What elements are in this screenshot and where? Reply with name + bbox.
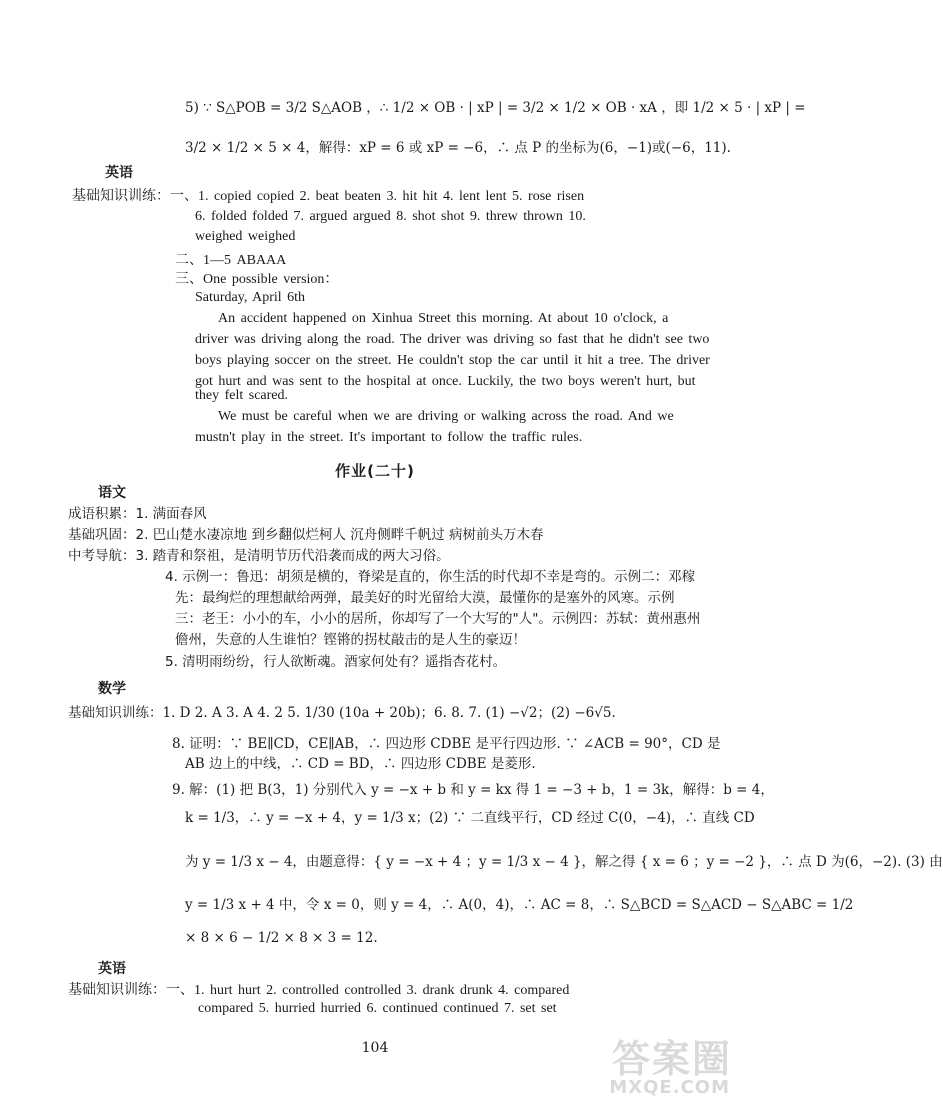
chinese-q5: 5. 清明雨纷纷，行人欲断魂。酒家何处有？遥指杏花村。 — [165, 654, 507, 670]
watermark-logo — [582, 1028, 732, 1098]
section-heading-english-1: 英语 — [105, 165, 133, 181]
english1-part-3: 三、One possible version： — [175, 272, 339, 287]
watermark-site: MXQE.COM — [609, 1077, 730, 1098]
math-prev-line-1: 5) ∵ S△POB = 3/2 S△AOB ，∴ 1/2 × OB · | xP | = 3/2 × 1/2 × OB · xA ，即 1/2 × 5 · | xP | = — [185, 100, 806, 116]
chinese-q4-line-1: 4. 示例一：鲁迅：胡须是横的，脊梁是直的，你生活的时代却不幸是弯的。示例二：邓稼 — [165, 569, 696, 585]
math-q8-line-2: AB 边上的中线，∴ CD = BD，∴ 四边形 CDBE 是菱形. — [185, 756, 536, 772]
math-q9-line-2: k = 1/3，∴ y = −x + 4，y = 1/3 x；(2) ∵ 二直线平行，CD 经过 C(0，−4)，∴ 直线 CD — [185, 810, 755, 826]
chinese-line-3: 中考导航：3. 踏青和祭祖，是清明节历代沿袭而成的两大习俗。 — [68, 548, 450, 564]
chinese-line-2: 基础巩固：2. 巴山楚水凄凉地 到乡翻似烂柯人 沉舟侧畔千帆过 病树前头万木春 — [68, 527, 544, 543]
essay-p1-line-1: An accident happened on Xinhua Street this morning. At about 10 o'clock, a — [218, 311, 669, 326]
chinese-q4-line-4: 儋州，失意的人生谁怕？铿锵的拐杖敲击的是人生的豪迈！ — [175, 632, 526, 648]
essay-p2-line-1: We must be careful when we are driving or walking across the road. And we — [218, 409, 674, 424]
section-heading-math: 数学 — [98, 681, 126, 697]
essay-p2-line-2: mustn't play in the street. It's important to follow the traffic rules. — [195, 430, 583, 445]
english1-row-2: 6. folded folded 7. argued argued 8. shot shot 9. threw thrown 10. — [195, 209, 586, 224]
math-prev-line-2: 3/2 × 1/2 × 5 × 4，解得：xP = 6 或 xP = −6，∴ 点 P 的坐标为(6，−1)或(−6，11). — [185, 140, 731, 156]
math-q9-line-4: y = 1/3 x + 4 中，令 x = 0，则 y = 4，∴ A(0，4)，∴ AC = 8，∴ S△BCD = S△ACD − S△ABC = 1/2 — [185, 897, 854, 913]
english1-row-3: weighed weighed — [195, 229, 296, 244]
english1-row-1: 基础知识训练：一、1. copied copied 2. beat beaten 3. hit hit 4. lent lent 5. rose risen — [72, 189, 585, 204]
english2-row-2: compared 5. hurried hurried 6. continued continued 7. set set — [198, 1001, 557, 1016]
english2-row-1: 基础知识训练：一、1. hurt hurt 2. controlled controlled 3. drank drunk 4. compared — [68, 983, 570, 998]
section-heading-chinese: 语文 — [98, 485, 126, 501]
essay-date: Saturday, April 6th — [195, 290, 306, 305]
math-q9-line-1: 9. 解：(1) 把 B(3，1) 分别代入 y = −x + b 和 y = kx 得 1 = −3 + b，1 = 3k，解得：b = 4， — [172, 782, 774, 798]
math-q8-line-1: 8. 证明：∵ BE∥CD，CE∥AB，∴ 四边形 CDBE 是平行四边形. ∵ ∠ACB = 90°，CD 是 — [172, 736, 721, 752]
math-q9-line-3: 为 y = 1/3 x − 4，由题意得：{ y = −x + 4 ；y = 1/3 x − 4 }，解之得 { x = 6 ；y = −2 }，∴ 点 D 为(6，−2). (3) 由 — [185, 854, 943, 870]
math-basic-answers: 基础知识训练：1. D 2. A 3. A 4. 2 5. 1/30 (10a + 20b)；6. 8. 7. (1) −√2；(2) −6√5. — [68, 705, 616, 721]
essay-p1-line-4: got hurt and was sent to the hospital at once. Luckily, the two boys weren't hurt, but — [195, 374, 696, 389]
english1-part-2: 二、1—5 ABAAA — [175, 253, 287, 268]
page-number: 104 — [361, 1040, 389, 1056]
essay-p1-line-2: driver was driving along the road. The driver was driving so fast that he didn't see two — [195, 332, 710, 347]
essay-p1-line-3: boys playing soccer on the street. He couldn't stop the car until it hit a tree. The driver — [195, 353, 710, 368]
chinese-q4-line-3: 三：老王：小小的车，小小的居所，你却写了一个大写的"人"。示例四：苏轼：黄州惠州 — [175, 611, 701, 627]
math-q9-line-5: × 8 × 6 − 1/2 × 8 × 3 = 12. — [185, 930, 378, 946]
chinese-q4-line-2: 先：最绚烂的理想献给两弹，最美好的时光留给大漠，最懂你的是塞外的风寒。示例 — [175, 590, 675, 606]
watermark-logo-text: 答案圈 — [611, 1037, 732, 1081]
homework-title: 作业(二十) — [335, 462, 415, 480]
chinese-line-1: 成语积累：1. 满面春风 — [68, 506, 207, 522]
section-heading-english-2: 英语 — [98, 961, 126, 977]
essay-p1-line-5: they felt scared. — [195, 388, 289, 403]
